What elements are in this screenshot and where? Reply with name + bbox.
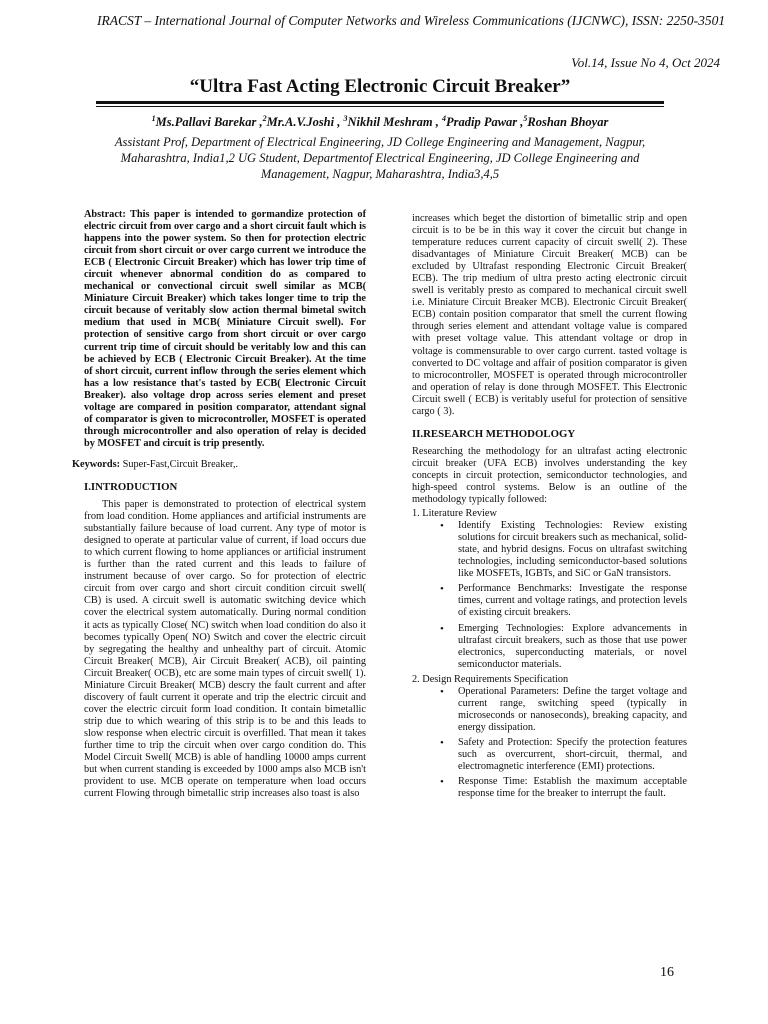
list-item: • Response Time: Establish the maximum acceptable response time for the breaker to interrupt the fault. [458,776,687,800]
abstract: Abstract: This paper is intended to gormandize protection of electric circuit from over cargo and a short circuit fault which is happens into the power system. So then for protection electric circuit from short circuit or over cargo current we introduce the ECB ( Electronic Circuit Breaker) which has lower trip time of circuit whenever abnormal condition do as compared to mechanical or convectional circuit swell similar as MCB( Miniature Circuit Breaker) which takes longer time to trip the circuit because of veritably slow action thermal bimetal switch medium that used in MCB( Miniature Circuit swell). For protection of sensitive cargo from short circuit or over cargo current trip time of circuit should be veritably low and this can be achieved by ECB ( Electronic Circuit Breaker). At the time of short circuit, current inflow through the series element which has a low resistance that's tasted by ECB( Electronic Circuit Breaker). also voltage drop across series element and preset voltage are compared in position comparator, attendant signal of comparator is given to microcontroller, MOSFET is operated through microcontroller and also operation of relay is decided by MOSFET and circuit is trip presently. [84,209,366,449]
list-item: • Identify Existing Technologies: Review existing solutions for circuit breakers such as mechanical, solid-state, and hybrid designs. Focus on ultrafast switching technologies, including semiconductor-based solutions like MOSFETs, IGBTs, and SiC or GaN transistors. [458,520,687,580]
journal-header: IRACST – International Journal of Computer Networks and Wireless Communications (IJCNWC), ISSN: 2250-3501 [97,13,726,28]
keywords-label: Keywords: [72,458,121,470]
methodology-intro: Researching the methodology for an ultrafast acting electronic circuit breaker (UFA ECB) involves understanding the key concepts in circuit protection, semiconductor technologies, and high-speed control systems. Below is an outline of the methodology typically followed: [412,445,687,506]
author-sup: 3 [343,114,348,123]
list-item: • Safety and Protection: Specify the protection features such as overcurrent, short-circuit, thermal, and electromagnetic interference (EMI) protections. [458,737,687,773]
volume-issue: Vol.14, Issue No 4, Oct 2024 [571,55,720,70]
literature-review-list [412,520,687,671]
author-sup: 1 [151,114,156,123]
author-name: Roshan Bhoyar [527,115,609,130]
introduction-continued: increases which beget the distortion of bimetallic strip and open circuit is to be be in this way it cover the circuit but change in temperature reduces current capacity of circuit swell( 2). These disadvantages of Miniature Circuit Breaker( MCB) can be excluded by Ultrafast responding Electronic Circuit Breaker( ECB). The trip medium of ultra presto acting electronic circuit swell is veritably presto as compared to mechanical circuit swell i.e. Miniature Circuit Breaker MCB). Electronic Circuit Breaker( ECB) contain position comparator that smell the current flowing through series element and attendant voltage value is compared with preset voltage value. This attendant voltage or drop in voltage is commensurable to over cargo current. tasted voltage is converted to DC voltage and affair of position comparator is given to microcontroller, MOSFET is operated through microcontroller and operation of relay is done through MOSFET. This Electronic Circuit swell ( ECB) is veritably useful for protection of sensitive cargo ( 3). [412,213,687,417]
design-requirements-list [412,686,687,800]
list-item: • Operational Parameters: Define the target voltage and current range, switching speed (typically in microseconds or nanoseconds), breaking capacity, and energy dissipation. [458,686,687,734]
section-heading-methodology: II.RESEARCH METHODOLOGY [412,427,576,440]
affiliation: Assistant Prof, Department of Electrical Engineering, JD College Engineering and Management, Nagpur, Maharashtra, India1,2 UG Student, Departmentof Electrical Engineering, JD College Engineering and Management, Nagpur, Maharashtra, India3,4,5 [114,135,646,181]
title-rule-thin [96,106,664,107]
author-name: Mr.A.V.Joshi , [266,115,344,130]
right-column [412,213,687,803]
list-item: • Performance Benchmarks: Investigate the response times, current and voltage ratings, and protection levels of existing circuit breakers. [458,583,687,619]
author-name: Pradip Pawar , [445,115,524,130]
author-sup: 5 [523,114,528,123]
subsection-literature-review: 1. Literature Review [412,508,497,520]
list-item: • Emerging Technologies: Explore advancements in ultrafast circuit breakers, such as those that use power electronics, superconducting materials, or novel semiconductor materials. [458,623,687,671]
author-name: Ms.Pallavi Barekar , [155,115,263,130]
paper-title: “Ultra Fast Acting Electronic Circuit Breaker” [189,76,571,97]
subsection-design-requirements: 2. Design Requirements Specification [412,673,569,685]
keywords [72,459,366,471]
introduction-body: This paper is demonstrated to protection of electrical system from load condition. Home appliances and artificial instruments are substantially failure because of load current. Any type of motor is designed to operate at particular value of current, if load occurs due to which current flowing to home appliances or artificial instrument is further than the rated current and this leads to failure of instrument because of over cargo. So for protection of electric circuit from over cargo and short circuit condition circuit swell( CB) is used. A circuit swell is automatic switching device which cover the electrical system automatically. During normal condition it acts as typically Close( NC) switch when load condition do also it becomes typically Open( NO) Switch and cover the electric circuit by segregating the healthy and unhealthy part of circuit. Atomic Circuit Breaker( MCB), Air Circuit Breaker( ACB), oil painting Circuit Breaker( OCB), etc are some main types of circuit swell( 1). Miniature Circuit Breaker( MCB) descry the fault current and after discovery of fault current it operate and trip the electric circuit and cover the electric circuit form load condition. It contain bimetallic strip due to which wearing of this strip is to be and this leads to slow response when electric circuit is overfilled. That mean it takes further time to trip the circuit when over cargo condition do. This Model Circuit Swell( MCB) is able of handling 10000 amps current but when current standing is exceeded by 1000 amps also MCB isn't provident to use. MCB operate on temperature when load occurs current Flowing through bimetallic strip increases also toast is also [84,499,366,800]
section-heading-introduction: I.INTRODUCTION [84,480,178,493]
page-number: 16 [660,965,674,980]
author-sup: 2 [262,114,267,123]
author-name: Nikhil Meshram , [347,115,442,130]
title-rule-thick [96,101,664,104]
keywords-text: Super-Fast,Circuit Breaker,. [120,458,239,470]
left-column [72,209,366,800]
author-sup: 4 [441,114,446,123]
author-list [96,114,664,130]
